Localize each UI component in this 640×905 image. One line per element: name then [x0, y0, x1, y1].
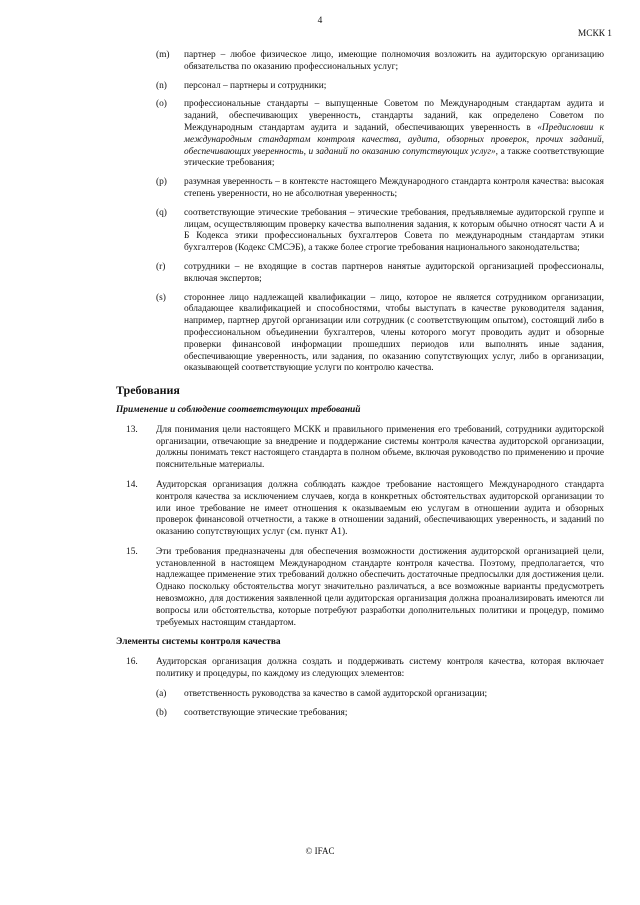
definition-label: (n): [156, 80, 167, 91]
definition-text-part: профессиональные стандарты – выпущенные Советом по Международным стандартам аудита и заданий, обеспечивающих уверенность, стандарты заданий, как определено Советом по Международным стандартам аудита и заданий, обеспечивающих уверенность в: [184, 99, 604, 133]
definition-item: [116, 262, 604, 286]
page-content: [116, 50, 604, 726]
section-title: Требования: [116, 383, 180, 398]
definition-item: [116, 177, 604, 201]
paragraph-text: Аудиторская организация должна соблюдать каждое требование настоящего Международного стандарта контроля качества за исключением случаев, когда в конкретных обстоятельствах аудиторской организации то или иное требование не имеет отношения к оказываемым ею услугам в отношении аудита и обзорных проверок финансовой отчетности, а также в отношении заданий, обеспечивающих уверенность, и заданий по оказанию сопутствующих услуг (см. пункт А1).: [156, 479, 604, 538]
definition-text: персонал – партнеры и сотрудники;: [184, 80, 327, 91]
document-code: МСКК 1: [577, 29, 612, 39]
paragraph-text: Аудиторская организация должна создать и поддерживать систему контроля качества, которая включает политику и процедуры, по каждому из следующих элементов:: [156, 657, 604, 680]
definition-label: (r): [156, 261, 166, 272]
sub-item-label: (a): [156, 688, 167, 699]
definition-text: сотрудники – не входящие в состав партнеров нанятые аудиторской организацией профессионалы, включая экспертов;: [184, 261, 604, 284]
paragraph: [116, 657, 604, 681]
definition-label: (o): [156, 99, 167, 110]
paragraph-number: 14.: [126, 479, 138, 490]
paragraph: [116, 547, 604, 630]
sub-item-text: ответственность руководства за качество в самой аудиторской организации;: [184, 688, 488, 699]
definition-item: [116, 208, 604, 255]
sub-item-text: соответствующие этические требования;: [184, 707, 348, 718]
paragraph-number: 15.: [126, 546, 138, 557]
sub-item: [116, 708, 604, 720]
subsection-title: Элементы системы контроля качества: [116, 637, 281, 648]
paragraph-number: 13.: [126, 424, 138, 435]
paragraph-text: Для понимания цели настоящего МСКК и правильного применения его требований, сотрудники аудиторской организации, отвечающие за внедрение и поддержание системы контроля качества аудиторской организации, должны понимать текст настоящего стандарта в полном объеме, включая руководство по применению и прочие пояснительные материалы.: [156, 424, 604, 471]
definition-text-part: , а также соответствующие этические требования;: [184, 146, 604, 169]
definition-label: (q): [156, 207, 167, 218]
definition-item: [116, 81, 604, 93]
definition-label: (m): [156, 50, 170, 60]
sub-item: [116, 689, 604, 701]
paragraph-number: 16.: [126, 657, 138, 668]
definition-label: (s): [156, 292, 166, 303]
paragraph-text: Эти требования предназначены для обеспечения возможности достижения аудиторской организацией цели, установленной в настоящем Международном стандарте контроля качества. Поэтому, предполагается, что надлежащее применение этих требований должно обеспечить достаточные предпосылки для достижения цели. Однако поскольку обстоятельства могут значительно различаться, а все возможные варианты предусмотреть невозможно, для достижения заявленной цели аудиторская организация должна проанализировать имеются ли вопросы или обстоятельства, которые потребуют разработки дополнительных политики и процедур, помимо требуемых настоящим стандартом.: [156, 546, 604, 628]
subsection-title: Применение и соблюдение соответствующих требований: [116, 404, 361, 415]
definition-item: [116, 293, 604, 376]
paragraph: [116, 425, 604, 472]
definition-item: [116, 50, 604, 74]
definition-text: [184, 99, 604, 170]
definition-label: (p): [156, 177, 167, 188]
definition-text: соответствующие этические требования – этические требования, предъявляемые аудиторской группе и лицам, осуществляющим проверку качества выполнения задания, к которым обычно относят части А и Б Кодекса этики профессиональных бухгалтеров Совета по международным стандартам этики бухгалтеров (Кодекс СМСЭБ), а также более строгие требования национального законодательства;: [184, 207, 604, 254]
definition-text: разумная уверенность – в контексте настоящего Международного стандарта контроля качества: высокая степень уверенности, но не абсолютная уверенность;: [184, 177, 604, 199]
definition-text: стороннее лицо надлежащей квалификации – лицо, которое не является сотрудником организации, обладающее квалификацией и способностями, чтобы выступать в качестве руководителя задания, например, партнер другой организации или сотрудник (с соответствующим опытом), состоящий либо в профессиональном объединении бухгалтеров, члены которого могут проводить аудит и обзорные проверки финансовой информации прошедших периодов или выполнять иные задания, обеспечивающие уверенность, или задания, по оказанию сопутствующих услуг, либо в организации, оказывающей соответствующие услуги по контролю качества.: [184, 292, 604, 374]
footer-copyright: © IFAC: [305, 846, 335, 856]
paragraph: [116, 480, 604, 539]
definition-item: [116, 99, 604, 170]
sub-item-label: (b): [156, 707, 167, 718]
page-number: 4: [317, 16, 323, 26]
definition-text: партнер – любое физическое лицо, имеющие полномочия возложить на аудиторскую организацию обязательства по оказанию профессиональных услуг;: [184, 50, 604, 72]
definition-text-italic: «Предисловии к международным стандартам контроля качества, аудита, обзорных проверок, прочих заданий, обеспечивающих уверенность, и заданий по оказанию сопутствующих услуг»: [184, 122, 604, 157]
